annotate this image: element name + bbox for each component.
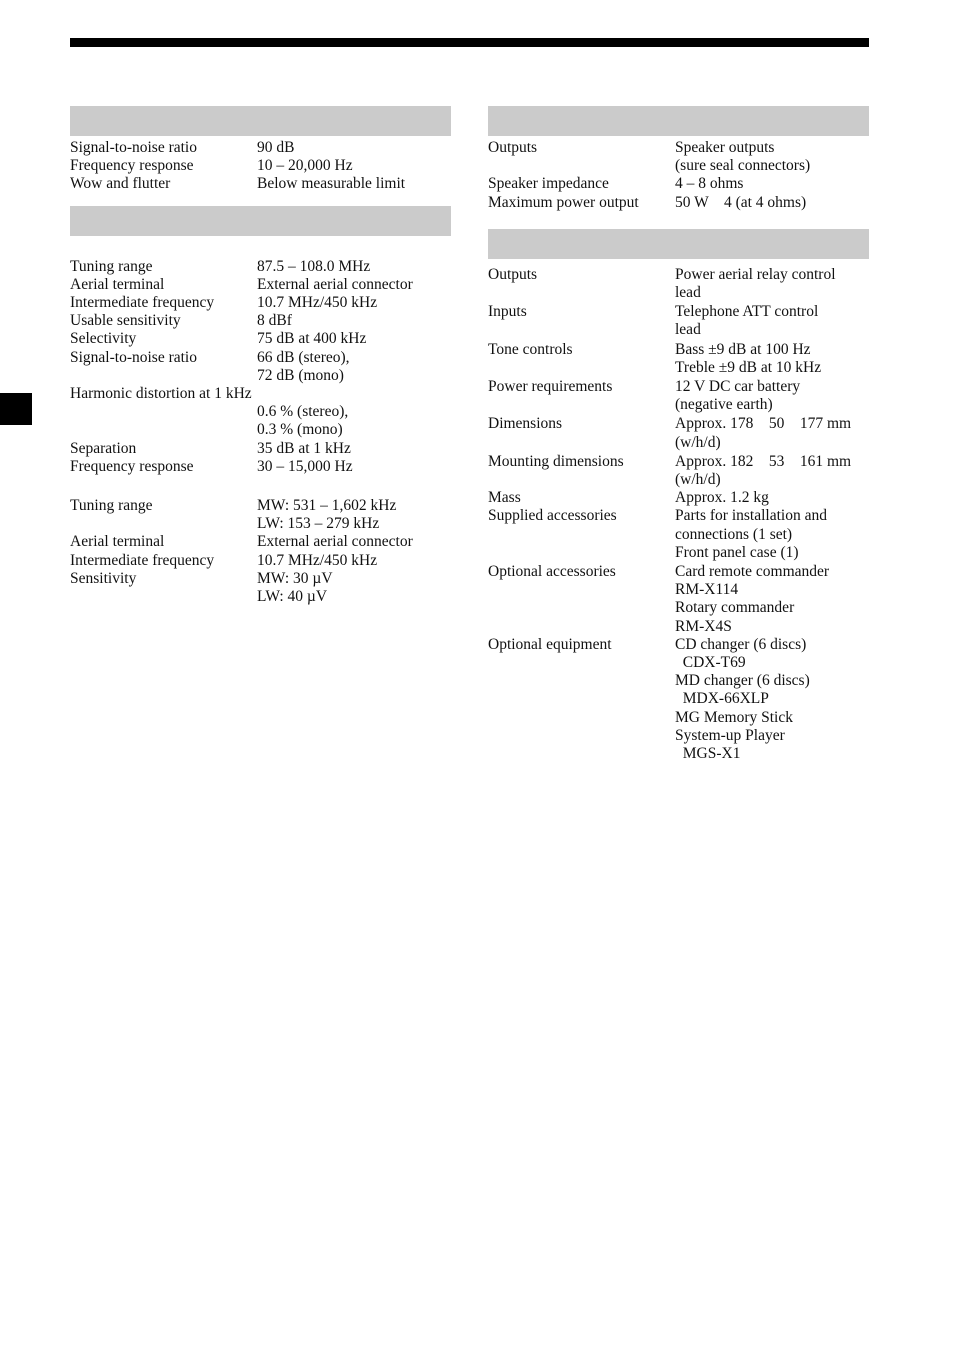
spec-row [488,599,869,617]
spec-row [70,497,451,515]
spec-value: System-up Player [675,726,785,744]
spec-label-optional-accessories: Optional accessories [488,563,616,581]
spec-value: MDX-66XLP [675,690,769,708]
spec-row [70,294,451,312]
spec-row [70,330,451,348]
spec-value: 66 dB (stereo), [257,348,350,366]
spec-row [488,194,869,212]
spec-value: Approx. 178 50 177 mm [675,415,852,433]
spec-value: 10 – 20,000 Hz [257,157,353,175]
spec-label-spacer [488,471,675,489]
spec-value: 87.5 – 108.0 MHz [257,257,371,275]
spec-row [488,341,869,359]
spec-row [488,415,869,433]
spec-row [488,303,869,321]
spec-label-frequency-response: Frequency response [70,457,194,475]
spec-row [488,581,869,599]
spec-value: 72 dB (mono) [257,366,344,384]
spec-value: 35 dB at 1 kHz [257,439,351,457]
spec-row [70,258,451,276]
spec-row [70,552,451,570]
spec-value: MD changer (6 discs) [675,672,810,690]
spec-row [70,588,451,606]
spec-row [488,175,869,193]
spec-label-spacer [488,321,675,339]
spec-value: Approx. 1.2 kg [675,489,769,507]
spec-label-intermediate-frequency: Intermediate frequency [70,551,215,569]
spec-row [488,284,869,302]
spec-value: Treble ±9 dB at 10 kHz [675,358,822,376]
spec-value: (sure seal connectors) [675,157,811,175]
spec-label-usable-sensitivity: Usable sensitivity [70,312,181,330]
spec-row [70,157,451,175]
spec-label-spacer [488,284,675,302]
spec-label-spacer [488,618,675,636]
spec-label-spacer [488,526,675,544]
spec-value: lead [675,284,701,302]
spec-value: Front panel case (1) [675,543,799,561]
fm-spec-list [70,236,451,476]
spec-row [488,709,869,727]
spec-value: MGS-X1 [675,745,741,763]
spec-row [70,421,451,439]
spec-value: 8 dBf [257,312,292,330]
spec-value: RM-X114 [675,581,739,599]
spec-row [488,139,869,157]
spec-label-harmonic-distortion-at-1-khz: Harmonic distortion at 1 kHz [70,385,252,403]
general-spec-list [488,259,869,763]
spec-value: Bass ±9 dB at 100 Hz [675,340,811,358]
spec-label-spacer [70,421,257,439]
spec-label-outputs: Outputs [488,139,538,156]
spec-value: (w/h/d) [675,433,721,451]
spec-label-dimensions: Dimensions [488,415,563,433]
spec-label-spacer [70,515,257,533]
right-column [488,106,869,763]
spec-label-signal-to-noise-ratio: Signal-to-noise ratio [70,348,197,366]
spec-label-spacer [70,367,257,385]
left-column [70,106,451,606]
spec-row [488,434,869,452]
spec-label-spacer [488,544,675,562]
spec-label-mounting-dimensions: Mounting dimensions [488,452,624,470]
spec-label-aerial-terminal: Aerial terminal [70,533,165,551]
spec-row [488,157,869,175]
spec-row [70,570,451,588]
spec-label-wow-and-flutter: Wow and flutter [70,175,171,193]
spec-row [70,385,451,403]
spec-value: Speaker outputs [675,139,775,156]
spec-label-spacer [488,434,675,452]
spec-label-spacer [488,599,675,617]
spec-value: CDX-T69 [675,654,746,672]
spec-label-spacer [488,581,675,599]
spec-value: External aerial connector [257,533,413,551]
spec-row [70,175,451,193]
spec-value: 12 V DC car battery [675,378,801,396]
spec-row [70,367,451,385]
spec-row [70,533,451,551]
spec-value: Approx. 182 53 161 mm [675,452,852,470]
fm-header-bar [70,206,451,236]
spec-row [488,489,869,507]
amplifier-spec-list [488,136,869,212]
spec-label-spacer [488,672,675,690]
spec-label-sensitivity: Sensitivity [70,569,137,587]
spec-row [488,507,869,525]
spec-row [70,440,451,458]
spec-row [70,139,451,157]
amplifier-header-bar [488,106,869,136]
spec-row [488,636,869,654]
spec-value: Rotary commander [675,599,795,617]
spec-label-spacer [488,709,675,727]
spec-value: MG Memory Stick [675,708,793,726]
spec-row [70,276,451,294]
spec-row [488,654,869,672]
spec-row [488,453,869,471]
spec-row [70,458,451,476]
spec-row [488,563,869,581]
spec-label-tuning-range: Tuning range [70,257,153,275]
spec-value: Telephone ATT control [675,303,819,321]
spec-row [488,396,869,414]
spec-value: 30 – 15,000 Hz [257,457,353,475]
spec-label-spacer [488,727,675,745]
spec-value: 10.7 MHz/450 kHz [257,551,378,569]
spec-label-signal-to-noise-ratio: Signal-to-noise ratio [70,139,197,156]
am-spec-list [70,476,451,606]
spec-value: Card remote commander [675,563,830,581]
spec-label-tone-controls: Tone controls [488,340,573,358]
spec-label-spacer [488,690,675,708]
spec-label-power-requirements: Power requirements [488,378,613,396]
general-header-bar [488,229,869,259]
spec-label-spacer [488,359,675,377]
top-rule [70,38,869,47]
spec-row [488,618,869,636]
spec-row [488,266,869,284]
spec-row [488,544,869,562]
spec-row [488,672,869,690]
spec-value: 0.6 % (stereo), [257,403,349,421]
spec-value: 90 dB [257,139,295,156]
spec-row [70,515,451,533]
spec-label-inputs: Inputs [488,303,527,321]
spec-value: Below measurable limit [257,175,406,193]
spec-value: 75 dB at 400 kHz [257,330,367,348]
spec-value: 0.3 % (mono) [257,421,343,439]
side-tab-marker [0,393,32,425]
cassette-spec-list [70,136,451,194]
spec-row [70,349,451,367]
spec-label-aerial-terminal: Aerial terminal [70,275,165,293]
spec-label-outputs: Outputs [488,265,538,283]
spec-label-spacer [488,745,675,763]
spec-value: MW: 531 – 1,602 kHz [257,497,397,515]
spec-row [488,471,869,489]
spec-row [488,690,869,708]
spec-label-spacer [70,588,257,606]
spec-value: lead [675,321,701,339]
spec-value: External aerial connector [257,275,413,293]
spec-value: (w/h/d) [675,471,721,489]
spec-value: CD changer (6 discs) [675,635,807,653]
spec-row [70,403,451,421]
spec-value: 10.7 MHz/450 kHz [257,294,378,312]
spec-label-spacer [70,403,257,421]
spec-label-speaker-impedance: Speaker impedance [488,175,609,193]
spec-value: connections (1 set) [675,525,793,543]
cassette-header-bar [70,106,451,136]
spec-value: 50 W 4 (at 4 ohms) [675,193,807,211]
spec-label-tuning-range: Tuning range [70,497,153,515]
spec-label-mass: Mass [488,489,521,507]
spec-label-spacer [488,396,675,414]
spec-label-separation: Separation [70,439,137,457]
spec-value: 4 – 8 ohms [675,175,744,193]
spec-value: LW: 153 – 279 kHz [257,515,380,533]
spec-label-spacer [488,157,675,175]
spec-label-selectivity: Selectivity [70,330,137,348]
spec-label-frequency-response: Frequency response [70,157,194,175]
spec-label-spacer [488,654,675,672]
spec-row [488,727,869,745]
spec-row [488,378,869,396]
spec-row [488,321,869,339]
spec-value: LW: 40 µV [257,588,328,606]
spec-value: RM-X4S [675,617,732,635]
spec-value: Parts for installation and [675,507,827,525]
spec-row [70,312,451,330]
spec-row [488,526,869,544]
spec-label-optional-equipment: Optional equipment [488,635,612,653]
spec-value: Power aerial relay control [675,265,836,283]
spec-row [488,745,869,763]
spec-value: (negative earth) [675,396,773,414]
spec-value: MW: 30 µV [257,569,333,587]
spec-row [488,359,869,377]
spec-label-intermediate-frequency: Intermediate frequency [70,294,215,312]
spec-label-supplied-accessories: Supplied accessories [488,507,617,525]
spec-label-maximum-power-output: Maximum power output [488,193,639,211]
